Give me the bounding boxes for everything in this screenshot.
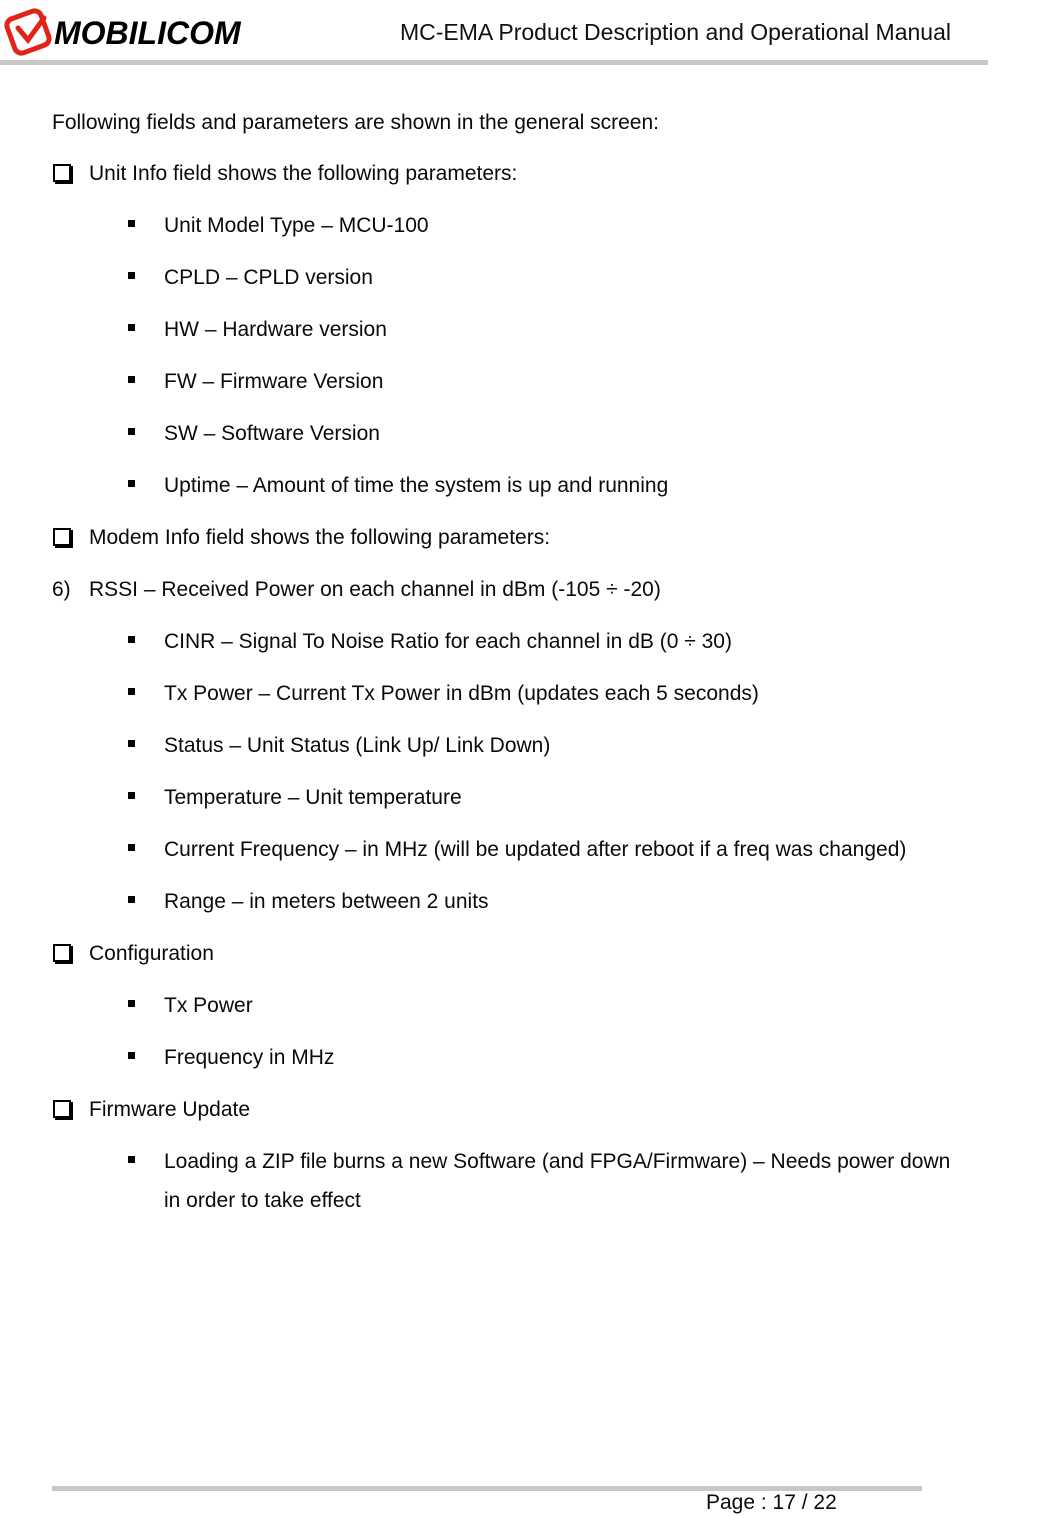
square-bullet-icon (128, 1052, 135, 1059)
square-bullet-icon (128, 636, 135, 643)
list-item: Frequency in MHz (164, 1046, 335, 1069)
square-bullet-icon (128, 480, 135, 487)
checkbox-bullet-icon (53, 528, 71, 546)
checkbox-bullet-icon (53, 944, 71, 962)
checkbox-bullet-icon (53, 164, 71, 182)
section-configuration: Configuration (89, 942, 214, 965)
logo-text: MOBILICOM (54, 15, 241, 51)
page-number: Page : 17 / 22 (706, 1491, 837, 1514)
section-unit-info: Unit Info field shows the following parameters: (89, 162, 518, 185)
section-modem-info: Modem Info field shows the following parameters: (89, 526, 551, 549)
square-bullet-icon (128, 844, 135, 851)
list-item: Loading a ZIP file burns a new Software (and FPGA/Firmware) – Needs power down (164, 1150, 951, 1173)
list-item: RSSI – Received Power on each channel in dBm (-105 ÷ -20) (89, 578, 661, 601)
square-bullet-icon (128, 1000, 135, 1007)
list-item: Current Frequency – in MHz (will be updated after reboot if a freq was changed) (164, 838, 907, 861)
square-bullet-icon (128, 896, 135, 903)
square-bullet-icon (128, 428, 135, 435)
checkbox-bullet-icon (53, 1100, 71, 1118)
square-bullet-icon (128, 220, 135, 227)
list-item: Range – in meters between 2 units (164, 890, 489, 913)
document-title: MC-EMA Product Description and Operational Manual (400, 19, 951, 45)
list-item: Unit Model Type – MCU-100 (164, 214, 429, 237)
list-item: Temperature – Unit temperature (164, 786, 462, 809)
list-item: HW – Hardware version (164, 318, 387, 341)
mobilicom-logo (4, 4, 294, 60)
square-bullet-icon (128, 324, 135, 331)
list-item: CINR – Signal To Noise Ratio for each channel in dB (0 ÷ 30) (164, 630, 732, 653)
list-item: FW – Firmware Version (164, 370, 384, 393)
list-item: Tx Power – Current Tx Power in dBm (updates each 5 seconds) (164, 682, 759, 705)
list-item: CPLD – CPLD version (164, 266, 373, 289)
square-bullet-icon (128, 740, 135, 747)
square-bullet-icon (128, 792, 135, 799)
intro-text: Following fields and parameters are shown in the general screen: (52, 111, 660, 134)
list-item: Status – Unit Status (Link Up/ Link Down) (164, 734, 551, 757)
square-bullet-icon (128, 272, 135, 279)
square-bullet-icon (128, 688, 135, 695)
list-item: Uptime – Amount of time the system is up and running (164, 474, 669, 497)
section-firmware-update: Firmware Update (89, 1098, 251, 1121)
list-number: 6) (52, 578, 71, 601)
header-divider (0, 60, 988, 65)
square-bullet-icon (128, 1156, 135, 1163)
list-item-continuation: in order to take effect (164, 1189, 361, 1212)
list-item: Tx Power (164, 994, 253, 1017)
square-bullet-icon (128, 376, 135, 383)
list-item: SW – Software Version (164, 422, 380, 445)
